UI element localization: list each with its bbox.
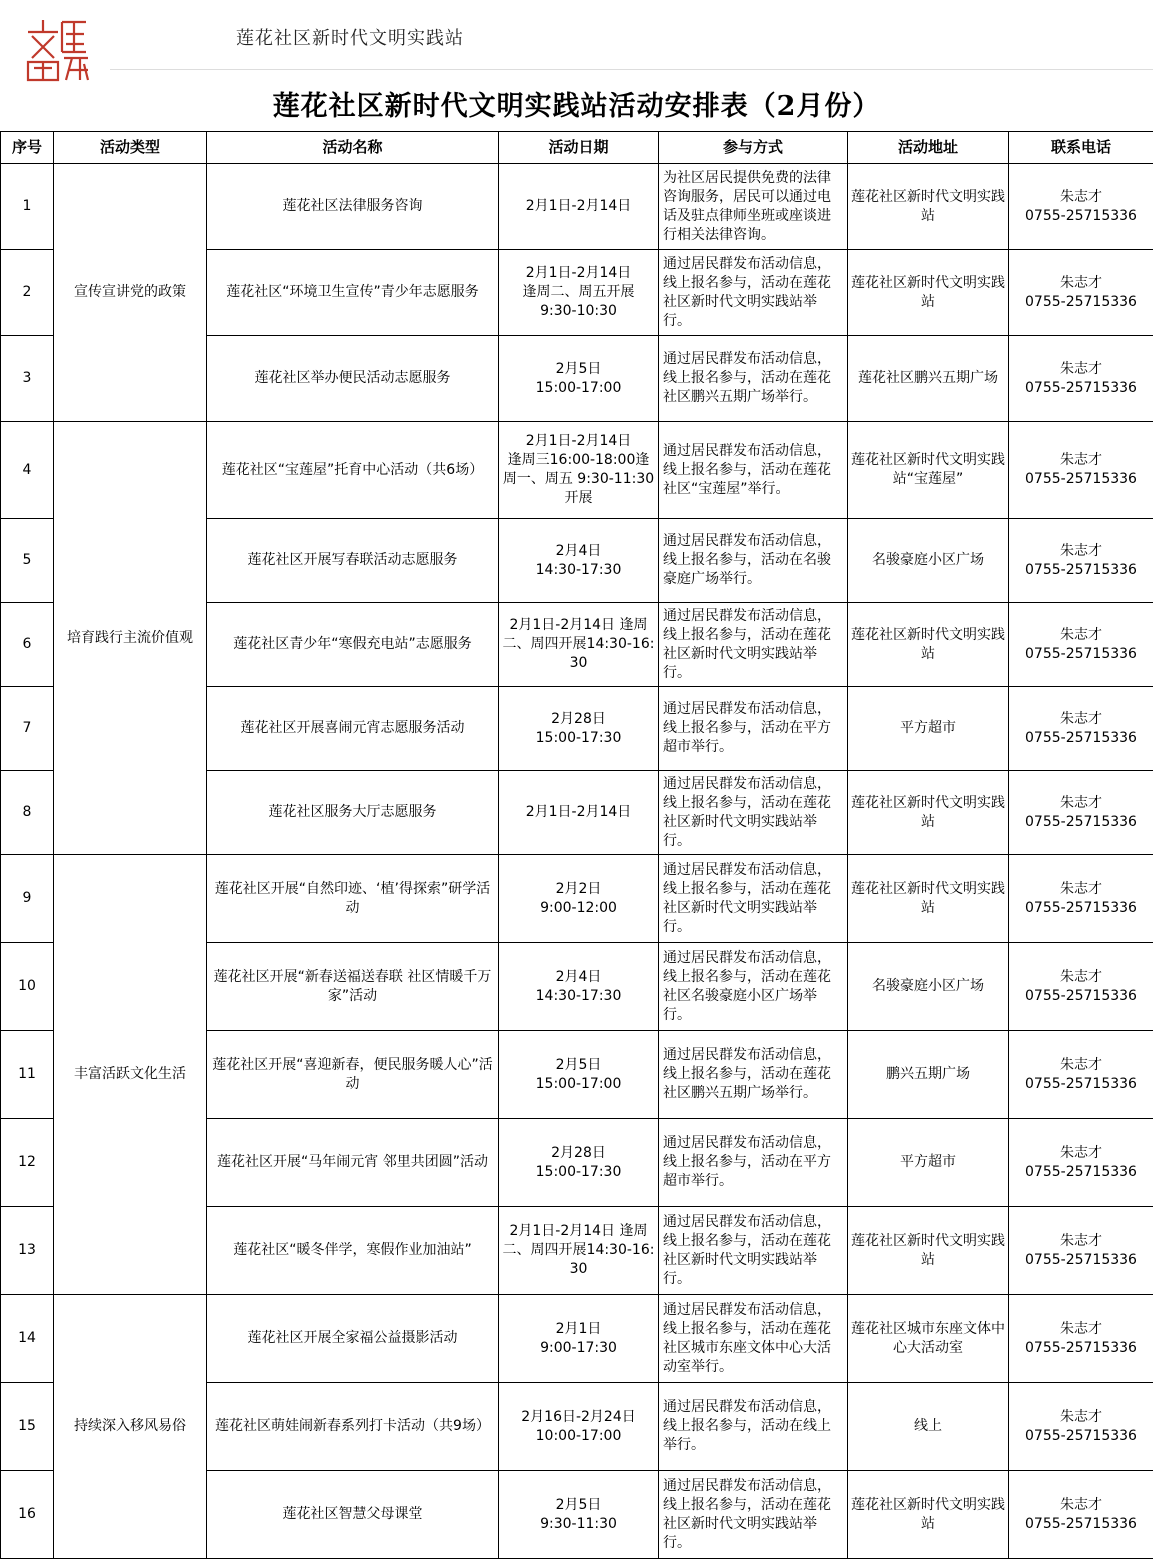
activity-name-cell: 莲花社区法律服务咨询 [207, 164, 499, 250]
site-name: 莲花社区新时代文明实践站 [236, 28, 464, 49]
column-header-date: 活动日期 [499, 132, 659, 164]
contact-person: 朱志才 [1060, 274, 1102, 291]
contact-person: 朱志才 [1060, 1320, 1102, 1337]
participation-method-cell: 通过居民群发布活动信息，线上报名参与，活动在名骏豪庭广场举行。 [659, 519, 848, 603]
contact-cell [1009, 336, 1153, 422]
activity-date-cell: 2月1日 9:00-17:30 [499, 1295, 659, 1383]
participation-method-cell: 通过居民群发布活动信息，线上报名参与，活动在莲花社区鹏兴五期广场举行。 [659, 336, 848, 422]
contact-cell [1009, 1471, 1153, 1559]
contact-phone: 0755-25715336 [1025, 1515, 1137, 1532]
contact-phone: 0755-25715336 [1025, 1339, 1137, 1356]
contact-cell [1009, 164, 1153, 250]
activity-date-cell: 2月4日 14:30-17:30 [499, 519, 659, 603]
contact-person: 朱志才 [1060, 188, 1102, 205]
activity-address-cell: 莲花社区新时代文明实践站 [848, 250, 1009, 336]
contact-phone: 0755-25715336 [1025, 645, 1137, 662]
contact-phone: 0755-25715336 [1025, 1427, 1137, 1444]
participation-method-cell: 通过居民群发布活动信息，线上报名参与，活动在莲花社区新时代文明实践站举行。 [659, 1207, 848, 1295]
activity-name-cell: 莲花社区举办便民活动志愿服务 [207, 336, 499, 422]
table-row [1, 1295, 1153, 1383]
contact-phone: 0755-25715336 [1025, 207, 1137, 224]
contact-phone: 0755-25715336 [1025, 293, 1137, 310]
row-number-cell: 11 [1, 1031, 54, 1119]
activity-name-cell: 莲花社区开展全家福公益摄影活动 [207, 1295, 499, 1383]
activity-address-cell: 线上 [848, 1383, 1009, 1471]
contact-person: 朱志才 [1060, 794, 1102, 811]
activity-name-cell: 莲花社区开展喜闹元宵志愿服务活动 [207, 687, 499, 771]
activity-type-cell: 培育践行主流价值观 [54, 422, 207, 855]
row-number-cell: 14 [1, 1295, 54, 1383]
contact-cell [1009, 771, 1153, 855]
participation-method-cell: 通过居民群发布活动信息，线上报名参与，活动在莲花社区新时代文明实践站举行。 [659, 1471, 848, 1559]
row-number-cell: 4 [1, 422, 54, 519]
table-row [1, 164, 1153, 250]
activity-address-cell: 莲花社区新时代文明实践站 [848, 603, 1009, 687]
activity-name-cell: 莲花社区“暖冬伴学，寒假作业加油站” [207, 1207, 499, 1295]
activity-address-cell: 鹏兴五期广场 [848, 1031, 1009, 1119]
activity-type-cell: 丰富活跃文化生活 [54, 855, 207, 1295]
contact-person: 朱志才 [1060, 1144, 1102, 1161]
activity-date-cell: 2月28日 15:00-17:30 [499, 1119, 659, 1207]
contact-cell [1009, 422, 1153, 519]
activity-address-cell: 莲花社区新时代文明实践站 [848, 771, 1009, 855]
contact-phone: 0755-25715336 [1025, 1251, 1137, 1268]
activity-date-cell: 2月5日 15:00-17:00 [499, 1031, 659, 1119]
column-header-method: 参与方式 [659, 132, 848, 164]
column-header-address: 活动地址 [848, 132, 1009, 164]
activity-date-cell: 2月1日-2月14日 逢周三16:00-18:00逢周一、周五 9:30-11:30开展 [499, 422, 659, 519]
row-number-cell: 6 [1, 603, 54, 687]
contact-cell [1009, 855, 1153, 943]
column-header-phone: 联系电话 [1009, 132, 1153, 164]
contact-cell [1009, 1295, 1153, 1383]
activity-address-cell: 莲花社区新时代文明实践站 [848, 855, 1009, 943]
activity-name-cell: 莲花社区开展“自然印迹、‘植’得探索”研学活动 [207, 855, 499, 943]
activity-name-cell: 莲花社区“环境卫生宣传”青少年志愿服务 [207, 250, 499, 336]
row-number-cell: 5 [1, 519, 54, 603]
contact-phone: 0755-25715336 [1025, 1163, 1137, 1180]
activity-type-cell: 持续深入移风易俗 [54, 1295, 207, 1559]
table-row [1, 855, 1153, 943]
contact-phone: 0755-25715336 [1025, 379, 1137, 396]
column-header-name: 活动名称 [207, 132, 499, 164]
activity-date-cell: 2月1日-2月14日 逢周二、周五开展 9:30-10:30 [499, 250, 659, 336]
contact-cell [1009, 519, 1153, 603]
contact-phone: 0755-25715336 [1025, 899, 1137, 916]
activity-date-cell: 2月1日-2月14日 [499, 771, 659, 855]
contact-person: 朱志才 [1060, 710, 1102, 727]
activity-date-cell: 2月16日-2月24日 10:00-17:00 [499, 1383, 659, 1471]
activity-address-cell: 平方超市 [848, 687, 1009, 771]
activity-date-cell: 2月1日-2月14日 逢周二、周四开展14:30-16:30 [499, 1207, 659, 1295]
contact-cell [1009, 1119, 1153, 1207]
activity-name-cell: 莲花社区开展“新春送福送春联 社区情暖千万家”活动 [207, 943, 499, 1031]
participation-method-cell: 通过居民群发布活动信息，线上报名参与，活动在平方超市举行。 [659, 687, 848, 771]
row-number-cell: 13 [1, 1207, 54, 1295]
activity-name-cell: 莲花社区智慧父母课堂 [207, 1471, 499, 1559]
contact-person: 朱志才 [1060, 1496, 1102, 1513]
row-number-cell: 3 [1, 336, 54, 422]
table-row [1, 422, 1153, 519]
activity-address-cell: 莲花社区鹏兴五期广场 [848, 336, 1009, 422]
contact-cell [1009, 943, 1153, 1031]
activity-address-cell: 莲花社区新时代文明实践站“宝莲屋” [848, 422, 1009, 519]
activity-address-cell: 莲花社区新时代文明实践站 [848, 1471, 1009, 1559]
contact-phone: 0755-25715336 [1025, 471, 1137, 487]
contact-cell [1009, 1383, 1153, 1471]
activity-date-cell: 2月2日 9:00-12:00 [499, 855, 659, 943]
participation-method-cell: 通过居民群发布活动信息，线上报名参与，活动在线上举行。 [659, 1383, 848, 1471]
activity-name-cell: 莲花社区萌娃闹新春系列打卡活动（共9场） [207, 1383, 499, 1471]
participation-method-cell: 通过居民群发布活动信息，线上报名参与，活动在莲花社区新时代文明实践站举行。 [659, 771, 848, 855]
participation-method-cell: 通过居民群发布活动信息，线上报名参与，活动在莲花社区鹏兴五期广场举行。 [659, 1031, 848, 1119]
activity-name-cell: 莲花社区服务大厅志愿服务 [207, 771, 499, 855]
participation-method-cell: 通过居民群发布活动信息，线上报名参与，活动在莲花社区新时代文明实践站举行。 [659, 603, 848, 687]
contact-cell [1009, 687, 1153, 771]
activity-date-cell: 2月1日-2月14日 逢周二、周四开展14:30-16:30 [499, 603, 659, 687]
contact-phone: 0755-25715336 [1025, 561, 1137, 578]
row-number-cell: 8 [1, 771, 54, 855]
participation-method-cell: 通过居民群发布活动信息，线上报名参与，活动在莲花社区新时代文明实践站举行。 [659, 855, 848, 943]
row-number-cell: 7 [1, 687, 54, 771]
participation-method-cell: 通过居民群发布活动信息，线上报名参与，活动在莲花社区“宝莲屋”举行。 [659, 422, 848, 519]
contact-cell [1009, 603, 1153, 687]
activity-name-cell: 莲花社区青少年“寒假充电站”志愿服务 [207, 603, 499, 687]
activity-address-cell: 莲花社区新时代文明实践站 [848, 164, 1009, 250]
activity-address-cell: 名骏豪庭小区广场 [848, 519, 1009, 603]
page-header [0, 0, 1153, 75]
contact-person: 朱志才 [1060, 626, 1102, 643]
row-number-cell: 1 [1, 164, 54, 250]
header-divider [110, 69, 1153, 70]
activity-type-cell: 宣传宣讲党的政策 [54, 164, 207, 422]
contact-person: 朱志才 [1060, 452, 1102, 468]
activity-date-cell: 2月1日-2月14日 [499, 164, 659, 250]
row-number-cell: 16 [1, 1471, 54, 1559]
contact-person: 朱志才 [1060, 968, 1102, 985]
contact-cell [1009, 1207, 1153, 1295]
contact-person: 朱志才 [1060, 1232, 1102, 1249]
row-number-cell: 2 [1, 250, 54, 336]
contact-person: 朱志才 [1060, 1056, 1102, 1073]
activity-address-cell: 莲花社区城市东座文体中心大活动室 [848, 1295, 1009, 1383]
activity-schedule-table [0, 131, 1153, 1559]
contact-phone: 0755-25715336 [1025, 729, 1137, 746]
column-header-type: 活动类型 [54, 132, 207, 164]
contact-person: 朱志才 [1060, 360, 1102, 377]
row-number-cell: 9 [1, 855, 54, 943]
contact-phone: 0755-25715336 [1025, 987, 1137, 1004]
participation-method-cell: 通过居民群发布活动信息，线上报名参与，活动在莲花社区新时代文明实践站举行。 [659, 250, 848, 336]
activity-name-cell: 莲花社区开展写春联活动志愿服务 [207, 519, 499, 603]
participation-method-cell: 为社区居民提供免费的法律咨询服务，居民可以通过电话及驻点律师坐班或座谈进行相关法律咨询。 [659, 164, 848, 250]
column-header-no: 序号 [1, 132, 54, 164]
activity-date-cell: 2月28日 15:00-17:30 [499, 687, 659, 771]
activity-date-cell: 2月4日 14:30-17:30 [499, 943, 659, 1031]
activity-name-cell: 莲花社区开展“喜迎新春，便民服务暖人心”活动 [207, 1031, 499, 1119]
activity-date-cell: 2月5日 15:00-17:00 [499, 336, 659, 422]
activity-name-cell: 莲花社区开展“马年闹元宵 邻里共团圆”活动 [207, 1119, 499, 1207]
contact-cell [1009, 1031, 1153, 1119]
row-number-cell: 15 [1, 1383, 54, 1471]
contact-phone: 0755-25715336 [1025, 813, 1137, 830]
participation-method-cell: 通过居民群发布活动信息，线上报名参与，活动在莲花社区名骏豪庭小区广场举行。 [659, 943, 848, 1031]
row-number-cell: 10 [1, 943, 54, 1031]
contact-person: 朱志才 [1060, 1408, 1102, 1425]
contact-person: 朱志才 [1060, 880, 1102, 897]
row-number-cell: 12 [1, 1119, 54, 1207]
contact-person: 朱志才 [1060, 542, 1102, 559]
contact-phone: 0755-25715336 [1025, 1075, 1137, 1092]
activity-address-cell: 平方超市 [848, 1119, 1009, 1207]
participation-method-cell: 通过居民群发布活动信息，线上报名参与，活动在莲花社区城市东座文体中心大活动室举行。 [659, 1295, 848, 1383]
participation-method-cell: 通过居民群发布活动信息，线上报名参与，活动在平方超市举行。 [659, 1119, 848, 1207]
activity-address-cell: 名骏豪庭小区广场 [848, 943, 1009, 1031]
table-body [1, 164, 1153, 1559]
table-header-row [1, 132, 1153, 164]
contact-cell [1009, 250, 1153, 336]
activity-name-cell: 莲花社区“宝莲屋”托育中心活动（共6场） [207, 422, 499, 519]
page-title: 莲花社区新时代文明实践站活动安排表（2月份） [272, 91, 881, 122]
activity-date-cell: 2月5日 9:30-11:30 [499, 1471, 659, 1559]
civilization-practice-logo [22, 14, 92, 84]
activity-address-cell: 莲花社区新时代文明实践站 [848, 1207, 1009, 1295]
